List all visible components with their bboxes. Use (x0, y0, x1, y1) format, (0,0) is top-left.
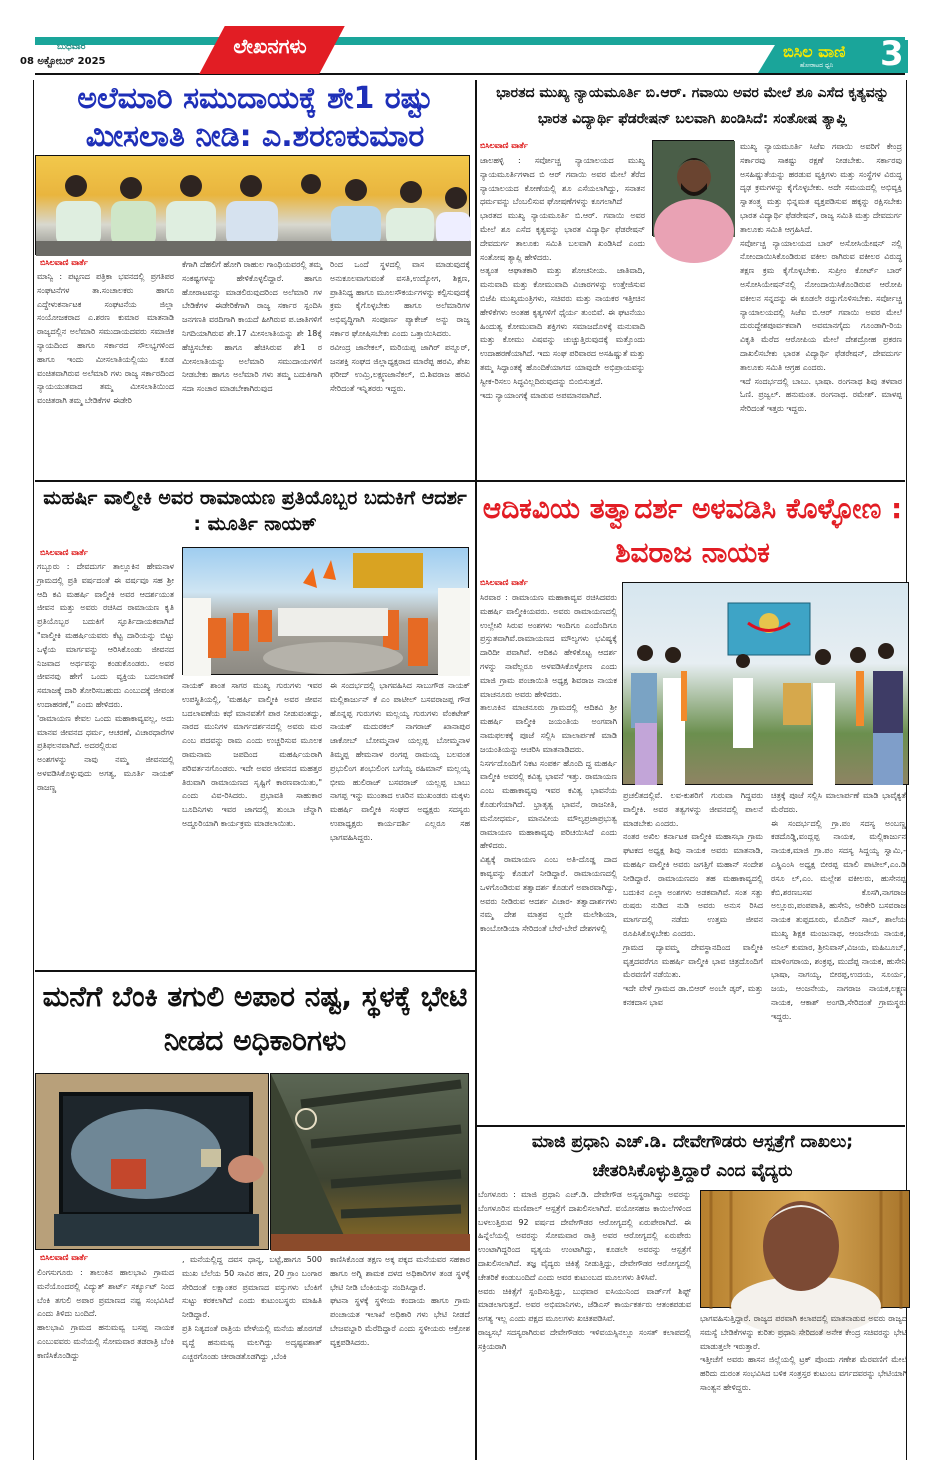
burnt-trunk-illustration (36, 1074, 270, 1251)
byline: ಬಿಸಿಲವಾಣಿ ವಾರ್ತೆ (40, 548, 88, 557)
press-meet-photo (35, 155, 470, 255)
issue-date: 08 ಅಕ್ಟೋಬರ್ 2025 (20, 56, 106, 67)
brand-tagline: ಹೋರಾಟದ ಧ್ವನಿ (800, 62, 834, 69)
article-column: ಚಿತ್ರಕ್ಕೆ ಪೂಜೆ ಸಲ್ಲಿಸಿ ಮಾಲಾರ್ಪಣೆ ಮಾಡಿ ಭಾವೈಕ್ಯತೆ ಮೆರೆದರು. ಈ ಸಂದರ್ಭದಲ್ಲಿ ಗ್ರಾ.ಪಂ ಸದಸ್ಯ ಅಂಬಣ್ಣ ಕಡದೊಡ್ಡಿ,ವಂದ್ಲಪ್ಪ ನಾಯಕ, ಮಲ್ಲಿಕಾರ್ಜುನ ನಾಯಕ,ಮಾಜಿ ಗ್ರಾ.ಪಂ ಸದಸ್ಯ ಸಿದ್ದಯ್ಯ ಸ್ವಾಮಿ,-ಎಸ್ಡಿಎಂಸಿ ಅಧ್ಯಕ್ಷ ಬೀರಪ್ಪ ಮಾಲಿ ಪಾಟೀಲ್,ಎಂ.ಡಿ ರಸೂ ಲ್,ಎಂ. ಮಲ್ಲೇಶ ವಕೀಲರು, ಹುಸೇನಪ್ಪ ಕೆಬಿ,ಶರಣಬಸವ ಕೊಸಗಿ,ನಾಗರಾಜ ಅಲ್ಲೂರು,ಪಂಪಪಾತಿ, ಹುಸೇನಿ, ಅರಿಕೇರಿ ಬಸವರಾಜ ನಾಯಕ ತುಪ್ಪದೂರು, ಮೊದಿನ್ ಸಾಬ್, ಶಾಲೆಯ ಮುಖ್ಯ ಶಿಕ್ಷಕ ಮಂಜುನಾಥ, ಆಂಜನೇಯ ನಾಯಕ, ಅನಿಲ್ ಕುಮಾರ, ಶ್ರೀನಿವಾಸ್,ವಿಜಯ, ಮಹಿಬೂಬ್, ಮಾಳಿಂಗರಾಯ, ಶಂಕ್ರಪ್ಪ, ಮುದೆಪ್ಪ ನಾಯಕ, ಹುಸೇನಿ ಭಾಷಾ, ನಾಗಯ್ಯ, ಬೀರಪ್ಪ,ಉದಯ, ಸೂರ್ಯ, ಜಯ, ಆಂಜನೇಯ, ನಾಗರಾಜ ನಾಯಕ,ಲಕ್ಷ್ಮಣ ನಾಯಕ, ಆಕಾಶ್ ಅಂಗಡಿ,ಸೇರಿದಂತೆ ಗ್ರಾಮಸ್ಥರು ಇದ್ದರು. (771, 791, 906, 1021)
article-column: ಗಬ್ಬೂರು : ದೇವದುರ್ಗ ತಾಲ್ಲೂಕಿನ ಹೇಮನಾಳ ಗ್ರಾಮದಲ್ಲಿ ಪ್ರತಿ ವರ್ಷದಂತೆ ಈ ವರ್ಷವೂ ಸಹ ಶ್ರೀ ಆದಿ ಕವಿ ಮಹರ್ಷಿ ವಾಲ್ಮೀಕಿ ಅವರ ಆದರ್ಶಯುತ ಜೀವನ ಮತ್ತು ಅವರು ರಚಿಸಿದ ರಾಮಾಯಣ ಕೃತಿ ಪ್ರತಿಯೊಬ್ಬರ ಬದುಕಿಗೆ ಸ್ಫೂರ್ತಿದಾಯಕವಾಗಿದೆ "ವಾಲ್ಮೀಕಿ ಮಹರ್ಷಿಯವರು ಕೆಟ್ಟ ದಾರಿಯನ್ನು ಬಿಟ್ಟು ಒಳ್ಳೆಯ ಮಾರ್ಗವನ್ನು ಆರಿಸಿಕೊಂಡು ಜೀವನದ ನಿಜವಾದ ಅರ್ಥವನ್ನು ಕಂಡುಕೊಂಡರು. ಅವರ ಜೀವನವು ಹೇಗೆ ಒಂದು ವ್ಯಕ್ತಿಯ ಬದಲಾವಣೆ ಸಮಾಜಕ್ಕೆ ದಾರಿ ತೋರಿಸಬಹುದು ಎಂಬುದಕ್ಕೆ ಜೀವಂತ ಉದಾಹರಣೆ," ಎಂದು ಹೇಳಿದರು. 'ರಾಮಾಯಣ ಕೇವಲ ಒಂದು ಮಹಾಕಾವ್ಯವಲ್ಲ, ಅದು ಮಾನವ ಜೀವನದ ಧರ್ಮ, ಆಚರಣೆ, ವಿಚಾರಧಾರೆಗಳ ಪ್ರತಿಫಲನವಾಗಿದೆ. ಅದರಲ್ಲಿರುವ ಅಂಶಗಳನ್ನು ನಾವು ನಮ್ಮ ಜೀವನದಲ್ಲಿ ಅಳವಡಿಸಿಕೊಳ್ಳುವುದು ಅಗತ್ಯ, ಮೂರ್ತಿ ನಾಯಕ್ ರಾಜಣ್ಣ (37, 562, 174, 792)
brand-logo: ಬಿಸಿಲ ವಾಣಿ (783, 42, 846, 61)
headline: ಆದಿಕವಿಯ ತತ್ವಾದರ್ಶ ಅಳವಡಿಸಿ ಕೊಳ್ಳೋಣ : ಶಿವರಾಜ ನಾಯಕ (482, 492, 903, 569)
article-column: ಜಾಲಹಳ್ಳಿ : ಸರ್ವೋಚ್ಚ ನ್ಯಾಯಾಲಯದ ಮುಖ್ಯ ನ್ಯಾಯಮೂರ್ತಿಗಳಾದ ಬಿ ಆರ್ ಗವಾಯಿ ಅವರ ಮೇಲೆ ತೆರೆದ ನ್ಯಾಯಾಲಯದ ಕೋಣೆಯಲ್ಲಿ ಶೂ ಎಸೆಯಲಾಗಿದ್ದು, ಸನಾತನ ಧರ್ಮವನ್ನು ಬೆಂಬಲಿಸುವ ಘೋಷಣೆಗಳನ್ನು ಕೂಗಲಾಗಿದೆ ಭಾರತದ ಮುಖ್ಯ ನ್ಯಾಯಮೂರ್ತಿ ಬಿ.ಆರ್. ಗವಾಯಿ ಅವರ ಮೇಲೆ ಶೂ ಎಸೆದ ಕೃತ್ಯವನ್ನು ಭಾರತ ವಿದ್ಯಾರ್ಥಿ ಫೆಡರೇಷನ್ ದೇವದುರ್ಗ ತಾಲೂಕು ಸಮಿತಿ ಬಲವಾಗಿ ಖಂಡಿಸಿದೆ ಎಂದು ಸಂತೋಷ ತ್ಯಾಪ್ಲಿ ಹೇಳಿದರು. ಅತ್ಯಂತ ಆಘಾತಕಾರಿ ಮತ್ತು ಶೋಚನೀಯ. ಜಾತಿವಾದಿ, ಮನುವಾದಿ ಮತ್ತು ಕೋಮುವಾದಿ ವಿಚಾರಗಳನ್ನು ಉತ್ತೇಜಿಸುವ ಬಿಜೆಪಿ ಮುಖ್ಯಮಂತ್ರಿಗಳು, ಸಚಿವರು ಮತ್ತು ನಾಯಕರ ಇತ್ತೀಚಿನ ಹೇಳಿಕೆಗಳು ಅಂತಹ ಕೃತ್ಯಗಳಿಗೆ ಧೈರ್ಯ ತುಂಬಿವೆ. ಈ ಘಟನೆಯು ಹಿಂದುತ್ವ ಕೋಮುವಾದಿ ಶಕ್ತಿಗಳು ಸಮಾಜದೊಳಕ್ಕೆ ಮನುವಾದಿ ಮತ್ತು ಕೋಮು ವಿಷವನ್ನು ಚುಚ್ಚುತ್ತಿರುವುದಕ್ಕೆ ಮತ್ತೊಂದು ಉದಾಹರಣೆಯಾಗಿದೆ. ಇದು ಸಂಘ ಪರಿವಾರದ ಅಸಹಿಷ್ಣುತೆ ಮತ್ತು ತಮ್ಮ ಸಿದ್ಧಾಂತಕ್ಕೆ ಹೊಂದಿಕೆಯಾಗದ ಯಾವುದೇ ಅಭಿಪ್ರಾಯವನ್ನು ಸ್ವೀಕ-ರಿಸಲು ಸಿದ್ಧವಿಲ್ಲದಿರುವುದನ್ನು ಬಿಂಬಿಸುತ್ತದೆ. ಇದು ನ್ಯಾಯಾಂಗಕ್ಕೆ ಮಾಡುವ ಅಪಮಾನವಾಗಿದೆ. (480, 156, 645, 400)
crowd-illustration (183, 548, 470, 676)
article-column: ಸಿರವಾರ : ರಾಮಾಯಣ ಮಹಾಕಾವ್ಯವ ರಚಿಸಿದವರು ಮಹರ್ಷಿ ವಾಲ್ಮೀಕಿಯವರು. ಅವರು ರಾಮಾಯಣದಲ್ಲಿ ಉಲ್ಲೇಖಿ ಸಿರುವ ಅಂಶಗಳು ಇಂದಿಗೂ ಎಂದೆಂದಿಗೂ ಪ್ರಸ್ತುತವಾಗಿವೆ.ರಾಮಾಯಣದ ಮೌಲ್ಯಗಳು ಭವಿಷ್ಯಕ್ಕೆ ದಾರಿದೀ ಪವಾಗಿವೆ. ಆದಿಕವಿ ಹೇಳಿಕೊಟ್ಟ ಆದರ್ಶ ಗಳನ್ನು ನಾವೆಲ್ಲರೂ ಅಳವಡಿಸಿಕೊಳ್ಳೋಣ ಎಂದು ಮಾಜಿ ಗ್ರಾಮ ಪಂಚಾಯಿತಿ ಅಧ್ಯಕ್ಷ ಶಿವರಾಜ ನಾಯಕ ಮಾಚನೂರು ಅವರು ಹೇಳಿದರು. ತಾಲೂಕಿನ ಮಾಚನೂರು ಗ್ರಾಮದಲ್ಲಿ ಆದಿಕವಿ ಶ್ರೀ ಮಹರ್ಷಿ ವಾಲ್ಮೀಕಿ ಜಯಂತಿಯ ಅಂಗವಾಗಿ ನಾಮಫಲಕಕ್ಕೆ ಪೂಜೆ ಸಲ್ಲಿಸಿ ಮಾಲಾರ್ಪಣೆ ಮಾಡಿ ಜಯಂತಿಯನ್ನು ಆಚರಿಸಿ ಮಾತನಾಡಿದರು. ನಿಸರ್ಗದೊಂದಿಗೆ ನಿಕಟ ಸಂಪರ್ಕ ಹೊಂದಿ ದ್ದ ಮಹರ್ಷಿ ವಾಲ್ಮೀಕಿ ಅವರಲ್ಲಿ ಕವಿತ್ವ ಭಾವನೆ ಇತ್ತು. ರಾಮಾಯಣ ಎಂಬ ಮಹಾಕಾವ್ಯವು ಇವರ ಕವಿತ್ವ ಭಾವನೆಯ ಕೊಡುಗೆಯಾಗಿದೆ. ಭ್ರಾತೃತ್ವ ಭಾವನೆ, ರಾಜನೀತಿ, ಮನೋಧರ್ಮ, ಮಾನವೀಯ ಮೌಲ್ಯಪ್ರಜಾಪ್ರಭುತ್ವ ರಾಮಾಯಣ ಮಹಾಕಾವ್ಯವು ಪರಿಚಯಿಸಿದೆ ಎಂದು ಹೇಳಿದರು. ವಿಶ್ವಕ್ಕೆ ರಾಮಾಯಣ ಎಂಬ ಅತಿ-ದೊಡ್ಡ ದಾದ ಕಾವ್ಯವನ್ನು ಕೊಡುಗೆ ನೀಡಿದ್ದಾರೆ. ರಾಮಾಯಣದಲ್ಲಿ ಒಳಗೊಂಡಿರುವ ತತ್ವಾದರ್ಶ ಕೊಡುಗೆ ಅಪಾರವಾಗಿದ್ದು, ಅವರು ನೀಡಿರುವ ಆದರ್ಶ ವಿಚಾರ- ತತ್ವಾದಾರ್ಶಗಳು ನಮ್ಮ ದೇಶ ಮಾತ್ರವ ಲ್ಲದೇ ಮಲೇಶಿಯಾ, ಕಾಂಬೋಡಿಯಾ ಸೇರಿದಂತೆ ಬೇರೆ-ಬೇರೆ ದೇಶಗಳಲ್ಲಿ (480, 593, 617, 934)
byline: ಬಿಸಿಲವಾಣಿ ವಾರ್ತೆ (40, 1253, 88, 1262)
people-illustration (36, 156, 471, 256)
article-column: ರಿಂದ ಒಂದೆ ಸ್ಥಳದಲ್ಲಿ ವಾಸ ಮಾಡುವುದಕ್ಕೆ ಅನುಕೂಲವಾಗುವಂತೆ ವಸತಿ,ಉದ್ಯೋಗ, ಶಿಕ್ಷಣ, ಪ್ರಾತಿನಿಧ್ಯ ಹಾಗೂ ಮೂಲಸೌಕರ್ಯಗಳನ್ನು ಕಲ್ಪಿಸುವುದಕ್ಕೆ ಕ್ರಮ ಕೈಗೊಳ್ಳಬೇಕು ಹಾಗೂ ಅಲೆಮಾರಿಗಳ ಅಭಿವೃದ್ಧಿಗಾಗಿ ಸಂಪೂರ್ಣ ಪ್ಯಾಕೇಜ್ ಅನ್ನು ರಾಜ್ಯ ಸರ್ಕಾರ ಘೋಷಿಸಬೇಕು ಎಂದು ಒತ್ತಾಯಿಸಿದರು. ರವೀಂದ್ರ ಜಾನೇಕಲ್, ಮರಿಯಪ್ಪ ಜಾಗಿರ್ ಪನ್ನೂರ್, ಜನಶಕ್ತಿ ಸಂಘದ ಜಿಲ್ಲಾಧ್ಯಕ್ಷರಾದ ಮಾರೆಪ್ಪ ಹರವಿ, ಶೇಖ ಫರೀದ್ ಉಮ್ರಿ,ಲಕ್ಷ್ಮಣಜಾನೆಕಲ್, ಬಿ.ಶಿವರಾಜ ಹರವಿ ಸೇರಿದಂತೆ ಇನ್ನಿತರರು ಇದ್ದರು. (330, 260, 470, 394)
article-column: ಈ ಸಂದರ್ಭದಲ್ಲಿ ಭಾಗವಹಿಸಿದ ಸಾಬುಗೌಡ ನಾಯಕ್ ಮಲ್ಲಿಕಾರ್ಜುನ್ ಕೆ ಎಂ ಪಾಟೀಲ್ ಬಸವರಾಜಪ್ಪ ಗೌಡ ಹೊನ್ನಪ್ಪ ಗುರುಗಳು ಮಲ್ಲಯ್ಯ ಗುರುಗಳು ವೆಂಕಟೇಶ್ ನಾಯಕ್ ಮದುರಕಲ್ ನಾಗರಾಜ್ ಖಾನಾಪುರ ಜಾಕೋಬ್ ಬೋಮ್ಮನಾಳ ಯಲ್ಲಪ್ಪ ಬೋಮ್ಮನಾಳ ತಿಮ್ಮಪ್ಪ ಹೇಮನಾಳ ರಂಗಪ್ಪ ರಾಮಯ್ಯ ಬಲವಂತ ಪ್ರಭುಲಿಂಗ ಶಂಭುಲಿಂಗ ಬಗೆಯ್ಯ ರಹಿಮಾನ್ ಮಲ್ಲಯ್ಯ ಭೀಮ ಹುಲಿರಾಜ್ ಬಸವರಾಜ್ ಯಲ್ಲಪ್ಪ ಬಾಬು ನಾಗಪ್ಪ ಇನ್ನು ಮುಂತಾದ ಊರಿನ ಮುಖಂಡರು ಮಕ್ಕಳು ಮಹರ್ಷಿ ವಾಲ್ಮೀಕಿ ಸಂಘದ ಅಧ್ಯಕ್ಷರು ಸದಸ್ಯರು ಉಪಾಧ್ಯಕ್ಷರು ಕಾರ್ಯದರ್ಶಿ ಎಲ್ಲರೂ ಸಹ ಭಾಗವಹಿಸಿದ್ದರು. (330, 681, 470, 842)
article-column: ಕೆಗಾಗಿ ದೆಹಲಿಗೆ ಹೋಗಿ ರಾಹುಲ ಗಾಂಧಿಯವರಲ್ಲಿ ತಮ್ಮ ಸಂಕಷ್ಟಗಳನ್ನು ಹೇಳಿಕೊಳ್ಳಲಿದ್ದಾರೆ. ಹಾಗೂ ಹೋರಾಟವನ್ನು ಮಾಡಲಿರುವುದರಿಂದ ಅಲೆಮಾರಿ ಗಳ ಬೇಡಿಕೆಗಳ ಈಡೇರಿಕೆಗಾಗಿ ರಾಜ್ಯ ಸರ್ಕಾರ ಸ್ಪಂದಿಸಿ ಜನಗಣತಿ ವರದಿಗಾಗಿ ಕಾಯದೆ ಹೀಗಿರುವ ಪ.ಜಾತಿಗಳಿಗೆ ನಿಗದಿಯಾಗಿರುವ ಶೇ.17 ಮೀಸಲಾತಿಯನ್ನು ಶೇ 18ಕ್ಕೆ ಹೆಚ್ಚಿಸಬೇಕು ಹಾಗೂ ಹೆಚಿಸಿರುವ ಶೇ1 ರ ಮೀಸಲಾತಿಯನ್ನು ಅಲೆಮಾರಿ ಸಮುದಾಯಗಳಿಗೆ ನೀಡಬೇಕು ಹಾಗೂ ಅಲೆಮಾರಿ ಗಳು ತಮ್ಮ ಬದುಕಿಗಾಗಿ ಸದಾ ಸಂಚಾರ ಮಾಡಬೇಕಾಗಿರುವುದ (182, 260, 322, 394)
article-divider (477, 1125, 905, 1127)
article-divider (35, 970, 475, 972)
burnt-roof-photo (270, 1073, 469, 1250)
article-column: ಭಾಗವಹಿಸುತ್ತಿದ್ದಾರೆ. ರಾಜ್ಯದ ಪರವಾಗಿ ಕಲಾಪದಲ್ಲಿ ಮಾತನಾಡುವ ಅವರು ರಾಜ್ಯದ ಸಮಸ್ಯೆ ಬೇಡಿಕೆಗಳನ್ನು ಕುರಿತು ಪ್ರಧಾನಿ ಸೇರಿದಂತೆ ಅನೇಕ ಕೇಂದ್ರ ಸಚಿವರನ್ನು ಭೇಟಿ ಮಾಡುತ್ತಲೇ ಇರುತ್ತಾರೆ. ಇತ್ತೀಚೆಗೆ ಅವರು ಹಾಸನ ಜಿಲ್ಲೆಯಲ್ಲಿ ಟ್ರಕ್ ಪೊಂದು ಗಣೇಶ ಮೆರವಣಿಗೆ ಮೇಲೆ ಹರಿದು ದುರಂತ ಸಂಭವಿಸಿದ ಬಳಿಕ ಸಂತ್ರಸ್ತರ ಕುಟುಂಬ ವರ್ಗದವರನ್ನು ಭೇಟಿಯಾಗಿ ಸಾಂತ್ವನ ಹೇಳಿದ್ದರು. (700, 1314, 907, 1392)
byline: ಬಿಸಿಲವಾಣಿ ವಾರ್ತೆ (480, 578, 528, 587)
portrait-photo (652, 140, 734, 236)
left-border (33, 80, 34, 1460)
column-divider (475, 80, 477, 1460)
masthead (0, 0, 945, 75)
article-column: ನಾಯಕ್ ಶಾಂತ ಸಾಗರ ಮುಖ್ಯ ಗುರುಗಳು ಇವರ ಉಪಸ್ಥಿತಿಯಲ್ಲಿ, 'ಮಹರ್ಷಿ ವಾಲ್ಮೀಕಿ ಅವರ ಜೀವನ ಬದಲಾವಣೆಯ ಕಥೆ ಮಾನವತೆಗೆ ಪಾಠ ನೀಡುವಂತದ್ದು, ನಾರದ ಮುನಿಗಳ ಮಾರ್ಗದರ್ಶನದಲ್ಲಿ ಅವರು ಮರ ಎಂಬ ಪದವನ್ನು ರಾಮ ಎಂದು ಉಚ್ಚರಿಸುವ ಮೂಲಕ ರಾಮನಾಮ ಜಪದಿಂದ ಮಹರ್ಷಿಯರಾಗಿ ಪರಿವರ್ತನಗೊಂಡರು. ಇದೇ ಅವರ ಜೀವನದ ಮಹತ್ತರ ತಿರುವಾಗಿ ರಾಮಾಯಣದ ಸೃಷ್ಟಿಗೆ ಕಾರಣವಾಯಿತು," ಎಂದು ವಿವ-ರಿಸಿದರು. ಪ್ರಭಾವತಿ ಸಾಹುಕಾರ ಬೂದಿನಿಗಳು ಇವರ ಜಾಗದಲ್ಲಿ ತುಂಬಾ ಚೆನ್ನಾಗಿ ಅದ್ದೂರಿಯಾಗಿ ಕಾರ್ಯಕ್ರಮ ಮಾಡಲಾಯಿತು. (182, 681, 322, 828)
article-column: ಕಾಣಿಸಿಕೊಂಡ ತಕ್ಷಣ ಅಕ್ಕ ಪಕ್ಕದ ಮನೆಯವರ ಸಹಕಾರ ಹಾಗೂ ಅಗ್ನಿ ಶಾಮಕ ದಳದ ಅಧಿಕಾರಿಗಳ ತಂಡ ಸ್ಥಳಕ್ಕೆ ಭೇಟಿ ನೀಡಿ ಬೆಂಕಿಯನ್ನು ನಂದಿಸಿದ್ದಾರೆ. ಘಟನಾ ಸ್ಥಳಕ್ಕೆ ಸ್ಥಳೀಯ ಕಂದಾಯ ಹಾಗೂ ಗ್ರಾಮ ಪಂಚಾಯತ ಇಲಾಖೆ ಅಧಿಕಾರಿ ಗಳು ಭೇಟಿ ನೀಡದೆ ಬೇಜವಬ್ದಾರಿ ಮೆರೆದಿದ್ದಾರೆ ಎಂದು ಸ್ಥಳೀಯರು ಆಕ್ರೋಶ ವ್ಯಕ್ತಪಡಿಸಿದರು. (330, 1255, 470, 1347)
page-number: 3 (880, 34, 904, 74)
article-column: ಬೆಂಗಳೂರು : ಮಾಜಿ ಪ್ರಧಾನಿ ಎಚ್.ಡಿ. ದೇವೇಗೌಡ ಅಸ್ವಸ್ಥರಾಗಿದ್ದು ಅವರನ್ನು ಬೆಂಗಳೂರಿನ ಮಣಿಪಾಲ್ ಆಸ್ಪತ್ರೆಗೆ ದಾಖಲಿಸಲಾಗಿದೆ. ವಯೋಸಹಜ ಕಾಯಿಲೆಗಳಿಂದ ಬಳಲುತ್ತಿರುವ 92 ವರ್ಷದ ದೇವೇಗೌಡರ ಆರೋಗ್ಯದಲ್ಲಿ ಏರುಪೇರಾಗಿದೆ. ಈ ಹಿನ್ನೆಲೆಯಲ್ಲಿ ಅವರನ್ನು ಸೋಮವಾರ ರಾತ್ರಿ ಅವರ ಆರೋಗ್ಯದಲ್ಲಿ ಏರುಪೇರು ಉಂಟಾಗಿದ್ದರಿಂದ ವ್ಯತ್ಯಯ ಉಂಟಾಗಿದ್ದು, ಕೂಡಲೇ ಅವರನ್ನು ಆಸ್ಪತ್ರೆಗೆ ದಾಖಲಿಸಲಾಗಿದೆ. ತಜ್ಞ ವೈದ್ಯರು ಚಿಕಿತ್ಸೆ ನೀಡುತ್ತಿದ್ದು, ದೇವೇಗೌಡರ ಆರೋಗ್ಯದಲ್ಲಿ ಚೇತರಿಕೆ ಕಂಡುಬಂದಿದೆ ಎಂದು ಅವರ ಕುಟುಂಬದ ಮೂಲಗಳು ತಿಳಿಸಿವೆ. ಅವರು ಚಿಕಿತ್ಸೆಗೆ ಸ್ಪಂದಿಸುತ್ತಿದ್ದು, ಬುಧವಾರ ಐಸಿಯುನಿಂದ ವಾರ್ಡ್‌ಗೆ ಶಿಫ್ಟ್ ಮಾಡಲಾಗುತ್ತದೆ. ಅವರ ಅಭಿಮಾನಿಗಳು, ಜೆಡಿಎಸ್ ಕಾರ್ಯಕರ್ತರು ಆತಂಕಪಡುವ ಅಗತ್ಯ ಇಲ್ಲ ಎಂದು ಪಕ್ಷದ ಮೂಲಗಳು ಖಚಿತಪಡಿಸಿವೆ. ರಾಜ್ಯಸಭೆ ಸದಸ್ಯರಾಗಿರುವ ದೇವೇಗೌಡರು ಇಳಿವಯಸ್ಸಿನಲ್ಲೂ ಸಂಸತ್ ಕಲಾಪದಲ್ಲಿ ಸಕ್ರಿಯರಾಗಿ (478, 1190, 691, 1351)
headline: ಭಾರತದ ಮುಖ್ಯ ನ್ಯಾಯಮೂರ್ತಿ ಬಿ.ಆರ್. ಗವಾಯಿ ಅವರ ಮೇಲೆ ಶೂ ಎಸೆದ ಕೃತ್ಯವನ್ನು ಭಾರತ ವಿದ್ಯಾರ್ಥಿ ಫೆಡರೇಷನ್ ಬಲವಾಗಿ ಖಂಡಿಸಿದೆ: ಸಂತೋಷ ತ್ಯಾಪ್ಲಿ (496, 85, 889, 127)
article-divider (477, 480, 905, 482)
section-title: ಲೇಖನಗಳು (233, 34, 307, 58)
portrait-illustration (701, 1191, 911, 1309)
article-column: , ಮನೆಯಲ್ಲಿದ್ದ ದವಸ ಧಾನ್ಯ, ಬಟ್ಟೆ,ಹಾಗೂ 500 ಮುಖ ಬೆಲೆಯ 50 ಸಾವಿರ ಹಣ, 20 ಗ್ರಾಂ ಬಂಗಾರ ಸೇರಿದಂತೆ ಲಕ್ಷಾಂತರ ಪ್ರಮಾಣದ ವಸ್ತುಗಳು ಬೆಂಕಿಗೆ ಸುಟ್ಟು ಕರಕಲಾಗಿದೆ ಎಂದು ಕುಟುಂಬಸ್ಥರು ಮಾಹಿತಿ ನೀಡಿದ್ದಾರೆ. ಪ್ರತಿ ನಿತ್ಯದಂತೆ ರಾತ್ರಿಯ ವೇಳೆಯಲ್ಲಿ ಮನೆಯ ಹೊರಗಡೆ ವೃದ್ದೆ ಹನುಮವ್ವ ಮಲಗಿದ್ದು ಅದೃಷ್ಟವಶಾತ್ ಎಚ್ಚರಗೊಂಡು ಚೀರಾಡತೊಡಗಿದ್ದು ,ಬೆಂಕಿ (182, 1255, 322, 1361)
headline: ಮನೆಗೆ ಬೆಂಕಿ ತಗುಲಿ ಅಪಾರ ನಷ್ಟ, ಸ್ಥಳಕ್ಕೆ ಭೇಟಿ ನೀಡದ ಅಧಿಕಾರಿಗಳು (42, 980, 468, 1057)
headline: ಮಾಜಿ ಪ್ರಧಾನಿ ಎಚ್.ಡಿ. ದೇವೇಗೌಡರು ಆಸ್ಪತ್ರೆಗೆ ದಾಖಲು; ಚೇತರಿಸಿಕೊಳ್ಳುತ್ತಿದ್ದಾರೆ ಎಂದ ವೈದ್ಯರು (531, 1132, 854, 1181)
issue-day: ಬುಧವಾರ (57, 42, 86, 52)
roof-beams-illustration (271, 1074, 470, 1251)
byline: ಬಿಸಿಲವಾಣಿ ವಾರ್ತೆ (480, 141, 528, 150)
masthead-rule (35, 73, 905, 75)
byline: ಬಿಸಿಲವಾಣಿ ವಾರ್ತೆ (40, 258, 88, 267)
person-portrait (653, 141, 735, 237)
headline: ಮಹರ್ಷಿ ವಾಲ್ಮೀಕಿ ಅವರ ರಾಮಾಯಣ ಪ್ರತಿಯೊಬ್ಬರ ಬದುಕಿಗೆ ಆದರ್ಶ : ಮೂರ್ತಿ ನಾಯಕ್ (43, 487, 467, 535)
devegowda-photo (700, 1190, 910, 1308)
valmiki-board-photo (622, 582, 909, 785)
ceremony-illustration (623, 583, 910, 786)
article-column: ಮುಖ್ಯ ನ್ಯಾಯಮೂರ್ತಿ ಸಿಜೆಐ ಗವಾಯಿ ಅವರಿಗೆ ಕೇಂದ್ರ ಸರ್ಕಾರವು ಸಾಕಷ್ಟು ರಕ್ಷಣೆ ನೀಡಬೇಕು. ಸರ್ಕಾರವು ಅಸಹಿಷ್ಣುತೆಯನ್ನು ಹರಡುವ ವ್ಯಕ್ತಿಗಳು ಮತ್ತು ಸಂಸ್ಥೆಗಳ ವಿರುದ್ಧ ದೃಢ ಕ್ರಮಗಳನ್ನು ಕೈಗೊಳ್ಳಬೇಕು. ಅದೇ ಸಮಯದಲ್ಲಿ ಅಭಿವ್ಯಕ್ತಿ ಸ್ವಾತಂತ್ರ್ಯ ಮತ್ತು ಭಿನ್ನಮತ ವ್ಯಕ್ತಪಡಿಸುವ ಹಕ್ಕನ್ನು ರಕ್ಷಿಸಬೇಕು ಭಾರತ ವಿದ್ಯಾರ್ಥಿ ಫೆಡರೇಷನ್, ರಾಜ್ಯ ಸಮಿತಿ ಮತ್ತು ದೇವದುರ್ಗ ತಾಲೂಕು ಸಮಿತಿ ಆಗ್ರಹಿಸಿದೆ. ಸರ್ವೋಚ್ಚ ನ್ಯಾಯಾಲಯದ ಬಾರ್ ಅಸೋಸಿಯೇಷನ್ ನಲ್ಲಿ ನೋಂದಾಯಿಸಿಕೊಂಡಿರುವ ವಕೀಲ ರಾಗಿರುವ ವಕೀಲರ ವಿರುದ್ಧ ತಕ್ಷಣ ಕ್ರಮ ಕೈಗೊಳ್ಳಬೇಕು. ಸುಪ್ರೀಂ ಕೋರ್ಟ್ ಬಾರ್ ಅಸೋಸಿಯೇಷನ್‌ನಲ್ಲಿ ನೋಂದಾಯಿಸಿಕೊಂಡಿರುವ ಆರೋಪಿ ವಕೀಲನ ಸನ್ನದನ್ನು ಈ ಕೂಡಲೇ ರದ್ದುಗೊಳಿಸಬೇಕು. ಸರ್ವೋಚ್ಚ ನ್ಯಾಯಾಲಯದಲ್ಲಿ ಸಿಜೆಐ ಬಿ.ಆರ್ ಗವಾಯಿ ಅವರ ಮೇಲೆ ದುರುದ್ದೇಶಪೂರ್ವಕವಾಗಿ ಅವಮಾನಗೈದು ಗೂಂಡಾಗಿ-ರಿಯ ವಿಕೃತಿ ಮೆರೆದ ಆರೋಪಿಯ ಮೇಲೆ ದೇಶದ್ರೋಹ ಪ್ರಕರಣ ದಾಖಲಿಸಬೇಕು ಭಾರತ ವಿದ್ಯಾರ್ಥಿ ಫೆಡರೇಷನ್, ದೇವದುರ್ಗ ತಾಲೂಕು ಸಮಿತಿ ಆಗ್ರಹ ಎಂದರು. ಇದೆ ಸಂದರ್ಭದಲ್ಲಿ ಬಾಬು. ಭಾಷಾ. ರಂಗನಾಥ ಶಿವು ತಳವಾರ ಓಣಿ. ಪ್ರಜ್ವಲ್. ಹನುಮಂತ. ರಂಗನಾಥ. ರಮೇಶ್. ಮಾಳಪ್ಪ ಸೇರಿದಂತೆ ಇತ್ತರು ಇದ್ದರು. (740, 142, 902, 414)
article-column: ಮಾನ್ವಿ : ಪಟ್ಟಣದ ಪತ್ರಿಕಾ ಭವನದಲ್ಲಿ ಪ್ರಗತಿಪರ ಸಂಘಟನೆಗಳ ತಾ.ಸಂಚಾಲಕರು ಹಾಗೂ ಎದ್ದೇಳುಕರ್ನಾಟಕ ಸಂಘಟನೆಯ ಜಿಲ್ಲಾ ಸಂಯೋಜಕರಾದ ಎ.ಶರಣ ಕುಮಾರ ಮಾತನಾಡಿ ರಾಜ್ಯದಲ್ಲಿನ ಅಲೆಮಾರಿ ಸಮುದಾಯದವರು ಸಮಾಜಿಕ ನ್ಯಾಯದಿಂದ ಹಾಗೂ ಸರ್ಕಾರದ ಸೌಲಭ್ಯಗಳಿಂದ ಹಾಗೂ ಇಂದು ಮೀಸಲಾತಿಯಲ್ಲಿಯು ಕೂಡ ವಂಚಿತವಾಗಿರುವ ಅಲೆಮಾರಿ ಗಳು ರಾಜ್ಯ ಸರ್ಕಾರದಿಂದ ನ್ಯಾಯಯುತವಾದ ತಮ್ಮ ಮೀಸಲಾತಿಯಿಂದ ವಂಚಿತರಾಗಿ ತಮ್ಮ ಬೇಡಿಕೆಗಳ ಈಡೇರಿ (37, 272, 174, 406)
article-divider (35, 480, 475, 482)
gathering-photo (182, 547, 469, 675)
headline: ಅಲೆಮಾರಿ ಸಮುದಾಯಕ್ಕೆ ಶೇ1 ರಷ್ಟು ಮೀಸಲಾತಿ ನೀಡಿ: ಎ.ಶರಣಕುಮಾರ (77, 81, 433, 154)
burnt-box-photo (35, 1073, 269, 1250)
article-column: ಲಿಂಗಸುಗೂರು : ತಾಲುಕಿನ ಹಾಲಭಾವಿ ಗ್ರಾಮದ ಮನೆಯೊಂದರಲ್ಲಿ ವಿದ್ಯುತ್ ಶಾರ್ಟ್ ಸರ್ಕ್ಯೂಟ್ ನಿಂದ ಬೆಂಕಿ ತಗುಲಿ ಅಪಾರ ಪ್ರಮಾಣದ ನಷ್ಟ ಸಂಭವಿಸಿದೆ ಎಂದು ತಿಳಿದು ಬಂದಿದೆ. ಹಾಲಭಾವಿ ಗ್ರಾಮದ ಹನುಮವ್ವ ಬಸಪ್ಪ ನಾಯಕ ಎಂಬುವವರು ಮನೆಯಲ್ಲಿ ಸೋಮವಾರ ತಡರಾತ್ರಿ ಬೆಂಕಿ ಕಾಣಿಸಿಕೊಂಡಿದ್ದು (37, 1268, 174, 1360)
article-column: ಪ್ರಚಲಿತದಲ್ಲಿವೆ. ಲವ-ಕುಶರಿಗೆ ಗುರುವಾ ಗಿದ್ದವರು ವಾಲ್ಮೀಕಿ. ಅವರ ತತ್ವಗಳನ್ನು ಜೀವನದಲ್ಲಿ ಪಾಲನೆ ಮಾಡಬೇಕು ಎಂದರು. ನಂತರ ಅಖಿಲ ಕರ್ನಾಟಕ ವಾಲ್ಮೀಕಿ ಮಹಾಸಭಾ ಗ್ರಾಮ ಘಟಕದ ಅಧ್ಯಕ್ಷ ಶಿವು ನಾಯಕ ಅವರು ಮಾತನಾಡಿ, ಮಹರ್ಷಿ ವಾಲ್ಮೀಕಿ ಅವರು ಜಗತ್ತಿಗೆ ಮಹಾನ್ ಸಂದೇಶ ನೀಡಿದ್ದಾರೆ. ರಾಮಾಯಣದಂ ತಹ ಮಹಾಕಾವ್ಯದಲ್ಲಿ ಬದುಕಿನ ಎಲ್ಲಾ ಅಂಶಗಳು ಅಡಕವಾಗಿವೆ. ಸಂತ ಸತ್ಪು ರುಷರು ನುಡಿದ ನುಡಿ ಅವರು ಅನುಸ ರಿಸಿದ ಮಾರ್ಗದಲ್ಲಿ ನಡೆದು ಉತ್ತಮ ಜೀವನ ರೂಪಿಸಿಕೊಳ್ಳಬೇಕು ಎಂದರು. ಗ್ರಾಮದ ದ್ಯಾವಮ್ಮ ದೇವಸ್ಥಾನದಿಂದ ವಾಲ್ಮೀಕಿ ವೃತ್ತದವರೆಗೂ ಮಹರ್ಷಿ ವಾಲ್ಮೀಕಿ ಭಾವ ಚಿತ್ರದೊಂದಿಗೆ ಮೆರವಣಿಗೆ ನಡೆಯಿತು. ಇದೇ ವೇಳೆ ಗ್ರಾಮದ ಡಾ.ಬಿಆರ್ ಅಂಬೇ ಡ್ಕರ್, ಮತ್ತು ಕನಕದಾಸ ಭಾವ (623, 791, 763, 1007)
